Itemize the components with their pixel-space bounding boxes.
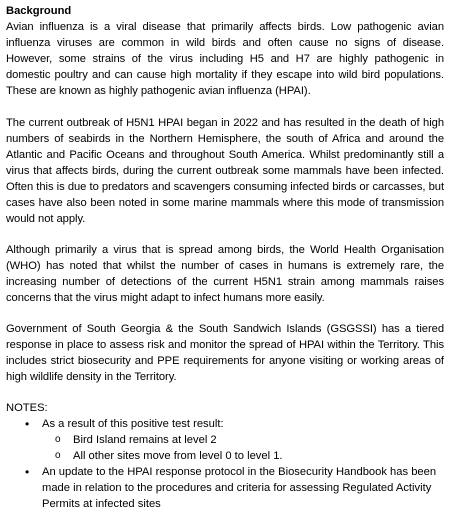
- notes-subitem: [42, 432, 444, 448]
- circle-bullet-icon: o: [55, 450, 61, 461]
- notes-item: [6, 464, 444, 512]
- notes-list: [6, 416, 444, 512]
- paragraph-h5n1-outbreak: The current outbreak of H5N1 HPAI began in 2022 and has resulted in the death of high numbers of seabirds in the Northern Hemisphere, the south of Africa and around the Atlantic and Pacific Oceans and throughout South America. Whilst predominantly still a virus that affects birds, during the current outbreak some mammals have been infected. Often this is due to predators and scavengers consuming infected birds or carcasses, but cases have also been noted in some marine mammals where this mode of transmission would not apply.: [6, 117, 444, 225]
- notes-item-text: An update to the HPAI response protocol in the Biosecurity Handbook has been made in relation to the procedures and criteria for assessing Regulated Activity Permits at infected sites: [42, 466, 437, 510]
- document-body: [6, 3, 444, 512]
- circle-bullet-icon: o: [55, 434, 61, 445]
- notes-item-text: As a result of this positive test result:: [42, 418, 224, 430]
- notes-item: [6, 416, 444, 464]
- bullet-icon: •: [25, 417, 30, 431]
- section-heading: Background: [6, 5, 72, 17]
- paragraph-avian-influenza-intro: Avian influenza is a viral disease that primarily affects birds. Low pathogenic avian influenza viruses are common in wild birds and often cause no signs of disease. However, some strains of the virus including H5 and H7 are highly pathogenic in domestic poultry and can cause high mortality if they escape into wild bird populations. These are known as highly pathogenic avian influenza (HPAI).: [6, 21, 444, 97]
- notes-sublist: [42, 432, 444, 464]
- notes-subitem-text: All other sites move from level 0 to level 1.: [73, 450, 283, 462]
- notes-title: NOTES:: [6, 402, 48, 414]
- notes-subitem-text: Bird Island remains at level 2: [73, 434, 217, 446]
- notes-subitem: [42, 448, 444, 464]
- paragraph-who-concerns: Although primarily a virus that is spread among birds, the World Health Organisation (WHO) has noted that whilst the number of cases in humans is extremely rare, the increasing number of detections of the current H5N1 strain among mammals raises concerns that the virus might adapt to infect humans more easily.: [6, 244, 444, 304]
- paragraph-gsgssi-response: Government of South Georgia & the South Sandwich Islands (GSGSSI) has a tiered response in place to assess risk and monitor the spread of HPAI within the Territory. This includes strict biosecurity and PPE requirements for anyone visiting or working areas of high wildlife density in the Territory.: [6, 323, 444, 383]
- bullet-icon: •: [25, 465, 30, 479]
